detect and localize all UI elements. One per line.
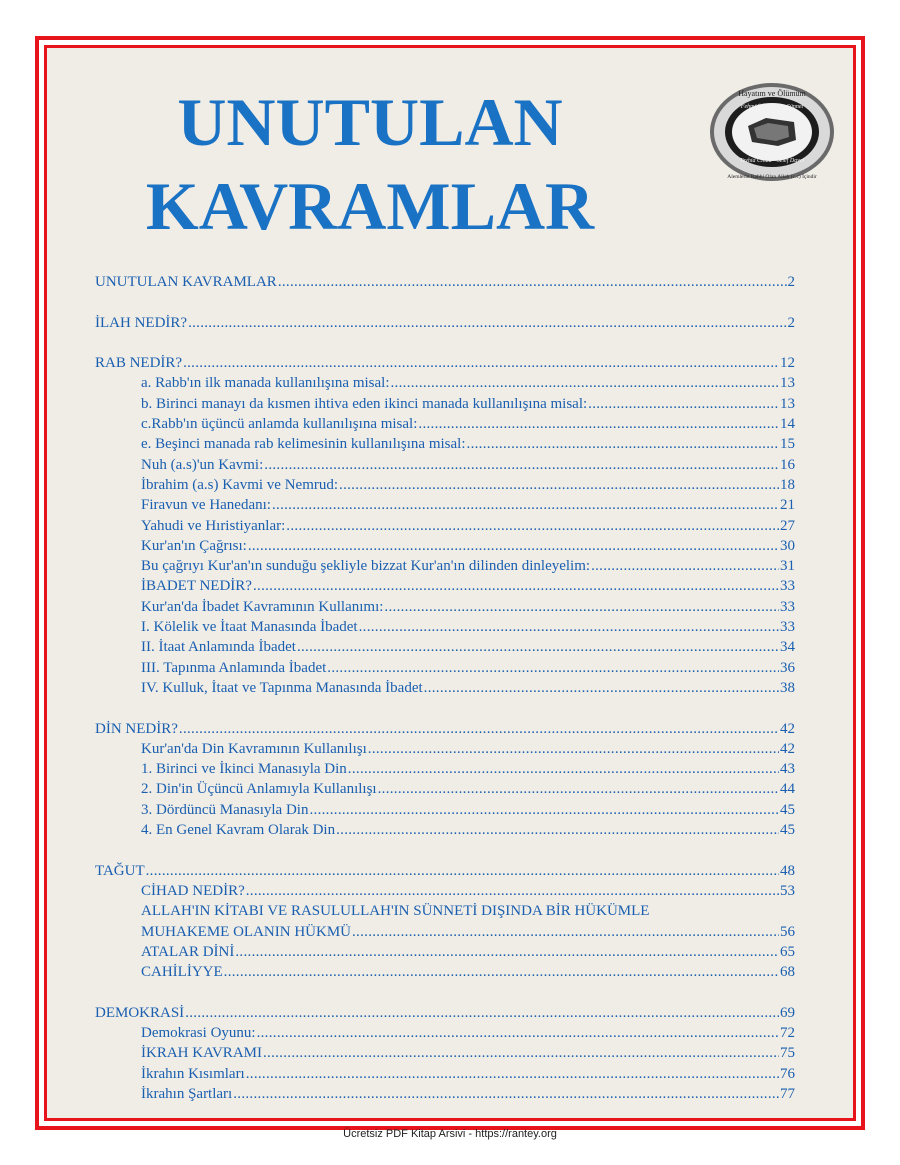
- toc-entry-page: 18: [780, 476, 795, 493]
- toc-entry[interactable]: [95, 881, 795, 901]
- toc-entry[interactable]: [95, 861, 795, 881]
- toc-dot-leader: [146, 861, 779, 881]
- seal-text-top: Hayatım ve Ölümüm: [738, 89, 806, 98]
- toc-entry-title: İbrahim (a.s) Kavmi ve Nemrud:: [141, 476, 339, 493]
- toc-dot-leader: [185, 1003, 779, 1023]
- toc-dot-leader: [179, 719, 779, 739]
- toc-entry-page: 33: [780, 578, 795, 595]
- toc-dot-leader: [246, 881, 779, 901]
- toc-entry-title: RAB NEDİR?: [95, 355, 183, 372]
- table-of-contents: [95, 272, 795, 1104]
- toc-entry[interactable]: [95, 1064, 795, 1084]
- toc-entry-title: MUHAKEME OLANIN HÜKMÜ: [141, 923, 351, 940]
- toc-entry-title: Demokrasi Oyunu:: [141, 1024, 256, 1041]
- toc-entry[interactable]: [95, 556, 795, 576]
- toc-dot-leader: [359, 617, 779, 637]
- toc-dot-leader: [336, 820, 779, 840]
- toc-entry[interactable]: [95, 434, 795, 454]
- toc-entry-page: 36: [780, 659, 795, 676]
- toc-entry-title: 1. Birinci ve İkinci Manasıyla Din: [141, 761, 347, 778]
- seal-text-bottom: Alemlerin Rabbi Olan Allah (c.c) İçindir: [727, 174, 817, 180]
- toc-entry-title: İkrahın Şartları: [141, 1085, 233, 1102]
- toc-entry-page: 42: [780, 740, 795, 757]
- toc-entry-page: 45: [780, 822, 795, 839]
- toc-dot-leader: [188, 313, 786, 333]
- toc-entry[interactable]: [95, 1023, 795, 1043]
- toc-entry[interactable]: [95, 597, 795, 617]
- toc-entry-title: İLAH NEDİR?: [95, 314, 188, 331]
- toc-entry[interactable]: [95, 800, 795, 820]
- toc-entry-page: 34: [780, 639, 795, 656]
- toc-entry[interactable]: [95, 576, 795, 596]
- toc-entry[interactable]: [95, 1003, 795, 1023]
- book-title-line-2: KAVRAMLAR: [145, 168, 595, 244]
- toc-dot-leader: [297, 637, 779, 657]
- toc-entry[interactable]: [95, 678, 795, 698]
- toc-dot-leader: [278, 272, 787, 292]
- toc-entry[interactable]: [95, 759, 795, 779]
- toc-entry-page: 43: [780, 761, 795, 778]
- toc-entry-title: TAĞUT: [95, 862, 145, 879]
- toc-entry[interactable]: [95, 637, 795, 657]
- toc-entry[interactable]: [95, 1043, 795, 1063]
- toc-entry-page: 48: [780, 862, 795, 879]
- toc-entry[interactable]: [95, 617, 795, 637]
- toc-entry-page: 30: [780, 537, 795, 554]
- toc-entry-title: İKRAH KAVRAMI: [141, 1045, 262, 1062]
- toc-entry-page: 69: [780, 1004, 795, 1021]
- footer-credit: Ücretsiz PDF Kitap Arsivi - https://rantey.org: [343, 1128, 557, 1140]
- toc-entry-title: İkrahın Kısımları: [141, 1065, 245, 1082]
- toc-dot-leader: [253, 576, 779, 596]
- toc-entry-title: 2. Din'in Üçüncü Anlamıyla Kullanılışı: [141, 781, 377, 798]
- toc-dot-leader: [348, 759, 779, 779]
- toc-entry-page: 42: [780, 720, 795, 737]
- toc-entry[interactable]: [95, 1084, 795, 1104]
- toc-entry[interactable]: [95, 942, 795, 962]
- toc-entry-title: III. Tapınma Anlamında İbadet: [141, 659, 327, 676]
- toc-entry-page: 13: [780, 395, 795, 412]
- toc-entry[interactable]: [95, 373, 795, 393]
- toc-entry[interactable]: [95, 272, 795, 292]
- toc-dot-leader: [233, 1084, 779, 1104]
- toc-entry-title: e. Beşinci manada rab kelimesinin kullanılışına misal:: [141, 436, 466, 453]
- toc-entry-title: 3. Dördüncü Manasıyla Din: [141, 801, 309, 818]
- toc-dot-leader: [352, 922, 779, 942]
- toc-entry[interactable]: [95, 658, 795, 678]
- toc-entry-page: 38: [780, 679, 795, 696]
- book-title-line-1: UNUTULAN: [177, 84, 563, 160]
- toc-dot-leader: [467, 434, 779, 454]
- toc-dot-leader: [183, 353, 779, 373]
- toc-entry-page: 12: [780, 355, 795, 372]
- toc-entry[interactable]: [95, 922, 795, 942]
- toc-entry-title: ATALAR DİNİ: [141, 943, 235, 960]
- toc-entry-page: 77: [780, 1085, 795, 1102]
- toc-dot-leader: [264, 455, 779, 475]
- toc-dot-leader: [384, 597, 779, 617]
- toc-entry[interactable]: [95, 779, 795, 799]
- toc-entry-page: 21: [780, 497, 795, 514]
- toc-entry-title: DEMOKRASİ: [95, 1004, 185, 1021]
- toc-entry-title: 4. En Genel Kavram Olarak Din: [141, 822, 336, 839]
- toc-entry-title: Kur'an'da Din Kavramının Kullanılışı: [141, 740, 367, 757]
- publisher-seal-icon: [708, 82, 836, 182]
- toc-entry-title: Yahudi ve Hıristiyanlar:: [141, 517, 286, 534]
- toc-entry-title: İBADET NEDİR?: [141, 578, 252, 595]
- toc-entry-page: 44: [780, 781, 795, 798]
- toc-entry-page: 2: [787, 314, 795, 331]
- toc-dot-leader: [588, 394, 779, 414]
- toc-entry-title: Bu çağrıyı Kur'an'ın sunduğu şekliyle bizzat Kur'an'ın dilinden dinleyelim:: [141, 558, 591, 575]
- toc-dot-leader: [263, 1043, 779, 1063]
- toc-dot-leader: [418, 414, 779, 434]
- toc-entry-page: 14: [780, 416, 795, 433]
- toc-entry[interactable]: [95, 536, 795, 556]
- toc-dot-leader: [309, 800, 779, 820]
- toc-entry-title: b. Birinci manayı da kısmen ihtiva eden ikinci manada kullanılışına misal:: [141, 395, 588, 412]
- toc-entry-title: II. İtaat Anlamında İbadet: [141, 639, 296, 656]
- toc-entry-title: Firavun ve Hanedanı:: [141, 497, 271, 514]
- toc-dot-leader: [272, 495, 779, 515]
- toc-entry-title: c.Rabb'ın üçüncü anlamda kullanılışına misal:: [141, 416, 418, 433]
- toc-entry-title: I. Kölelik ve İtaat Manasında İbadet: [141, 619, 358, 636]
- toc-dot-leader: [235, 942, 779, 962]
- toc-entry-title: CİHAD NEDİR?: [141, 882, 245, 899]
- toc-entry[interactable]: [95, 414, 795, 434]
- toc-entry[interactable]: [95, 901, 795, 921]
- toc-entry[interactable]: [95, 962, 795, 982]
- toc-entry-page: 16: [780, 456, 795, 473]
- toc-entry[interactable]: [95, 475, 795, 495]
- toc-dot-leader: [591, 556, 779, 576]
- toc-dot-leader: [391, 373, 780, 393]
- toc-entry-title: ALLAH'IN KİTABI VE RASULULLAH'IN SÜNNETİ DIŞINDA BİR HÜKÜMLE: [141, 903, 650, 920]
- toc-entry-title: CAHİLİYYE: [141, 964, 223, 981]
- toc-entry-page: 13: [780, 375, 795, 392]
- toc-entry-title: a. Rabb'ın ilk manada kullanılışına misal:: [141, 375, 390, 392]
- toc-entry[interactable]: [95, 455, 795, 475]
- toc-dot-leader: [424, 678, 779, 698]
- toc-dot-leader: [248, 536, 779, 556]
- toc-entry-page: 45: [780, 801, 795, 818]
- toc-entry[interactable]: [95, 353, 795, 373]
- toc-entry-page: 68: [780, 964, 795, 981]
- seal-text-ring: Fehmü'l Kur'an ve Sünnet: [740, 104, 804, 110]
- toc-entry[interactable]: [95, 719, 795, 739]
- toc-entry-title: IV. Kulluk, İtaat ve Tapınma Manasında İbadet: [141, 679, 423, 696]
- toc-entry[interactable]: [95, 313, 795, 333]
- toc-entry-page: 53: [780, 882, 795, 899]
- toc-entry-page: 72: [780, 1024, 795, 1041]
- toc-entry[interactable]: [95, 820, 795, 840]
- toc-dot-leader: [286, 516, 779, 536]
- toc-entry-title: Nuh (a.s)'un Kavmi:: [141, 456, 264, 473]
- toc-entry-page: 33: [780, 619, 795, 636]
- toc-dot-leader: [327, 658, 779, 678]
- toc-entry-page: 33: [780, 598, 795, 615]
- toc-entry-title: UNUTULAN KAVRAMLAR: [95, 274, 277, 290]
- toc-dot-leader: [339, 475, 779, 495]
- toc-entry[interactable]: [95, 516, 795, 536]
- toc-dot-leader: [246, 1064, 779, 1084]
- toc-entry-page: 75: [780, 1045, 795, 1062]
- toc-dot-leader: [224, 962, 779, 982]
- toc-dot-leader: [257, 1023, 779, 1043]
- toc-entry-page: 27: [780, 517, 795, 534]
- toc-entry[interactable]: [95, 495, 795, 515]
- toc-dot-leader: [378, 779, 779, 799]
- toc-entry-page: 31: [780, 558, 795, 575]
- toc-entry-page: 76: [780, 1065, 795, 1082]
- toc-entry-page: 15: [780, 436, 795, 453]
- toc-entry-page: 2: [787, 274, 795, 290]
- toc-entry-page: 56: [780, 923, 795, 940]
- toc-entry-title: Kur'an'ın Çağrısı:: [141, 537, 247, 554]
- toc-dot-leader: [368, 739, 779, 759]
- toc-entry-title: Kur'an'da İbadet Kavramının Kullanımı:: [141, 598, 384, 615]
- toc-entry[interactable]: [95, 739, 795, 759]
- toc-entry[interactable]: [95, 394, 795, 414]
- seal-text-lower: Tevhid Cihad - Selef Davet: [739, 158, 805, 164]
- toc-entry-page: 65: [780, 943, 795, 960]
- toc-entry-title: DİN NEDİR?: [95, 720, 178, 737]
